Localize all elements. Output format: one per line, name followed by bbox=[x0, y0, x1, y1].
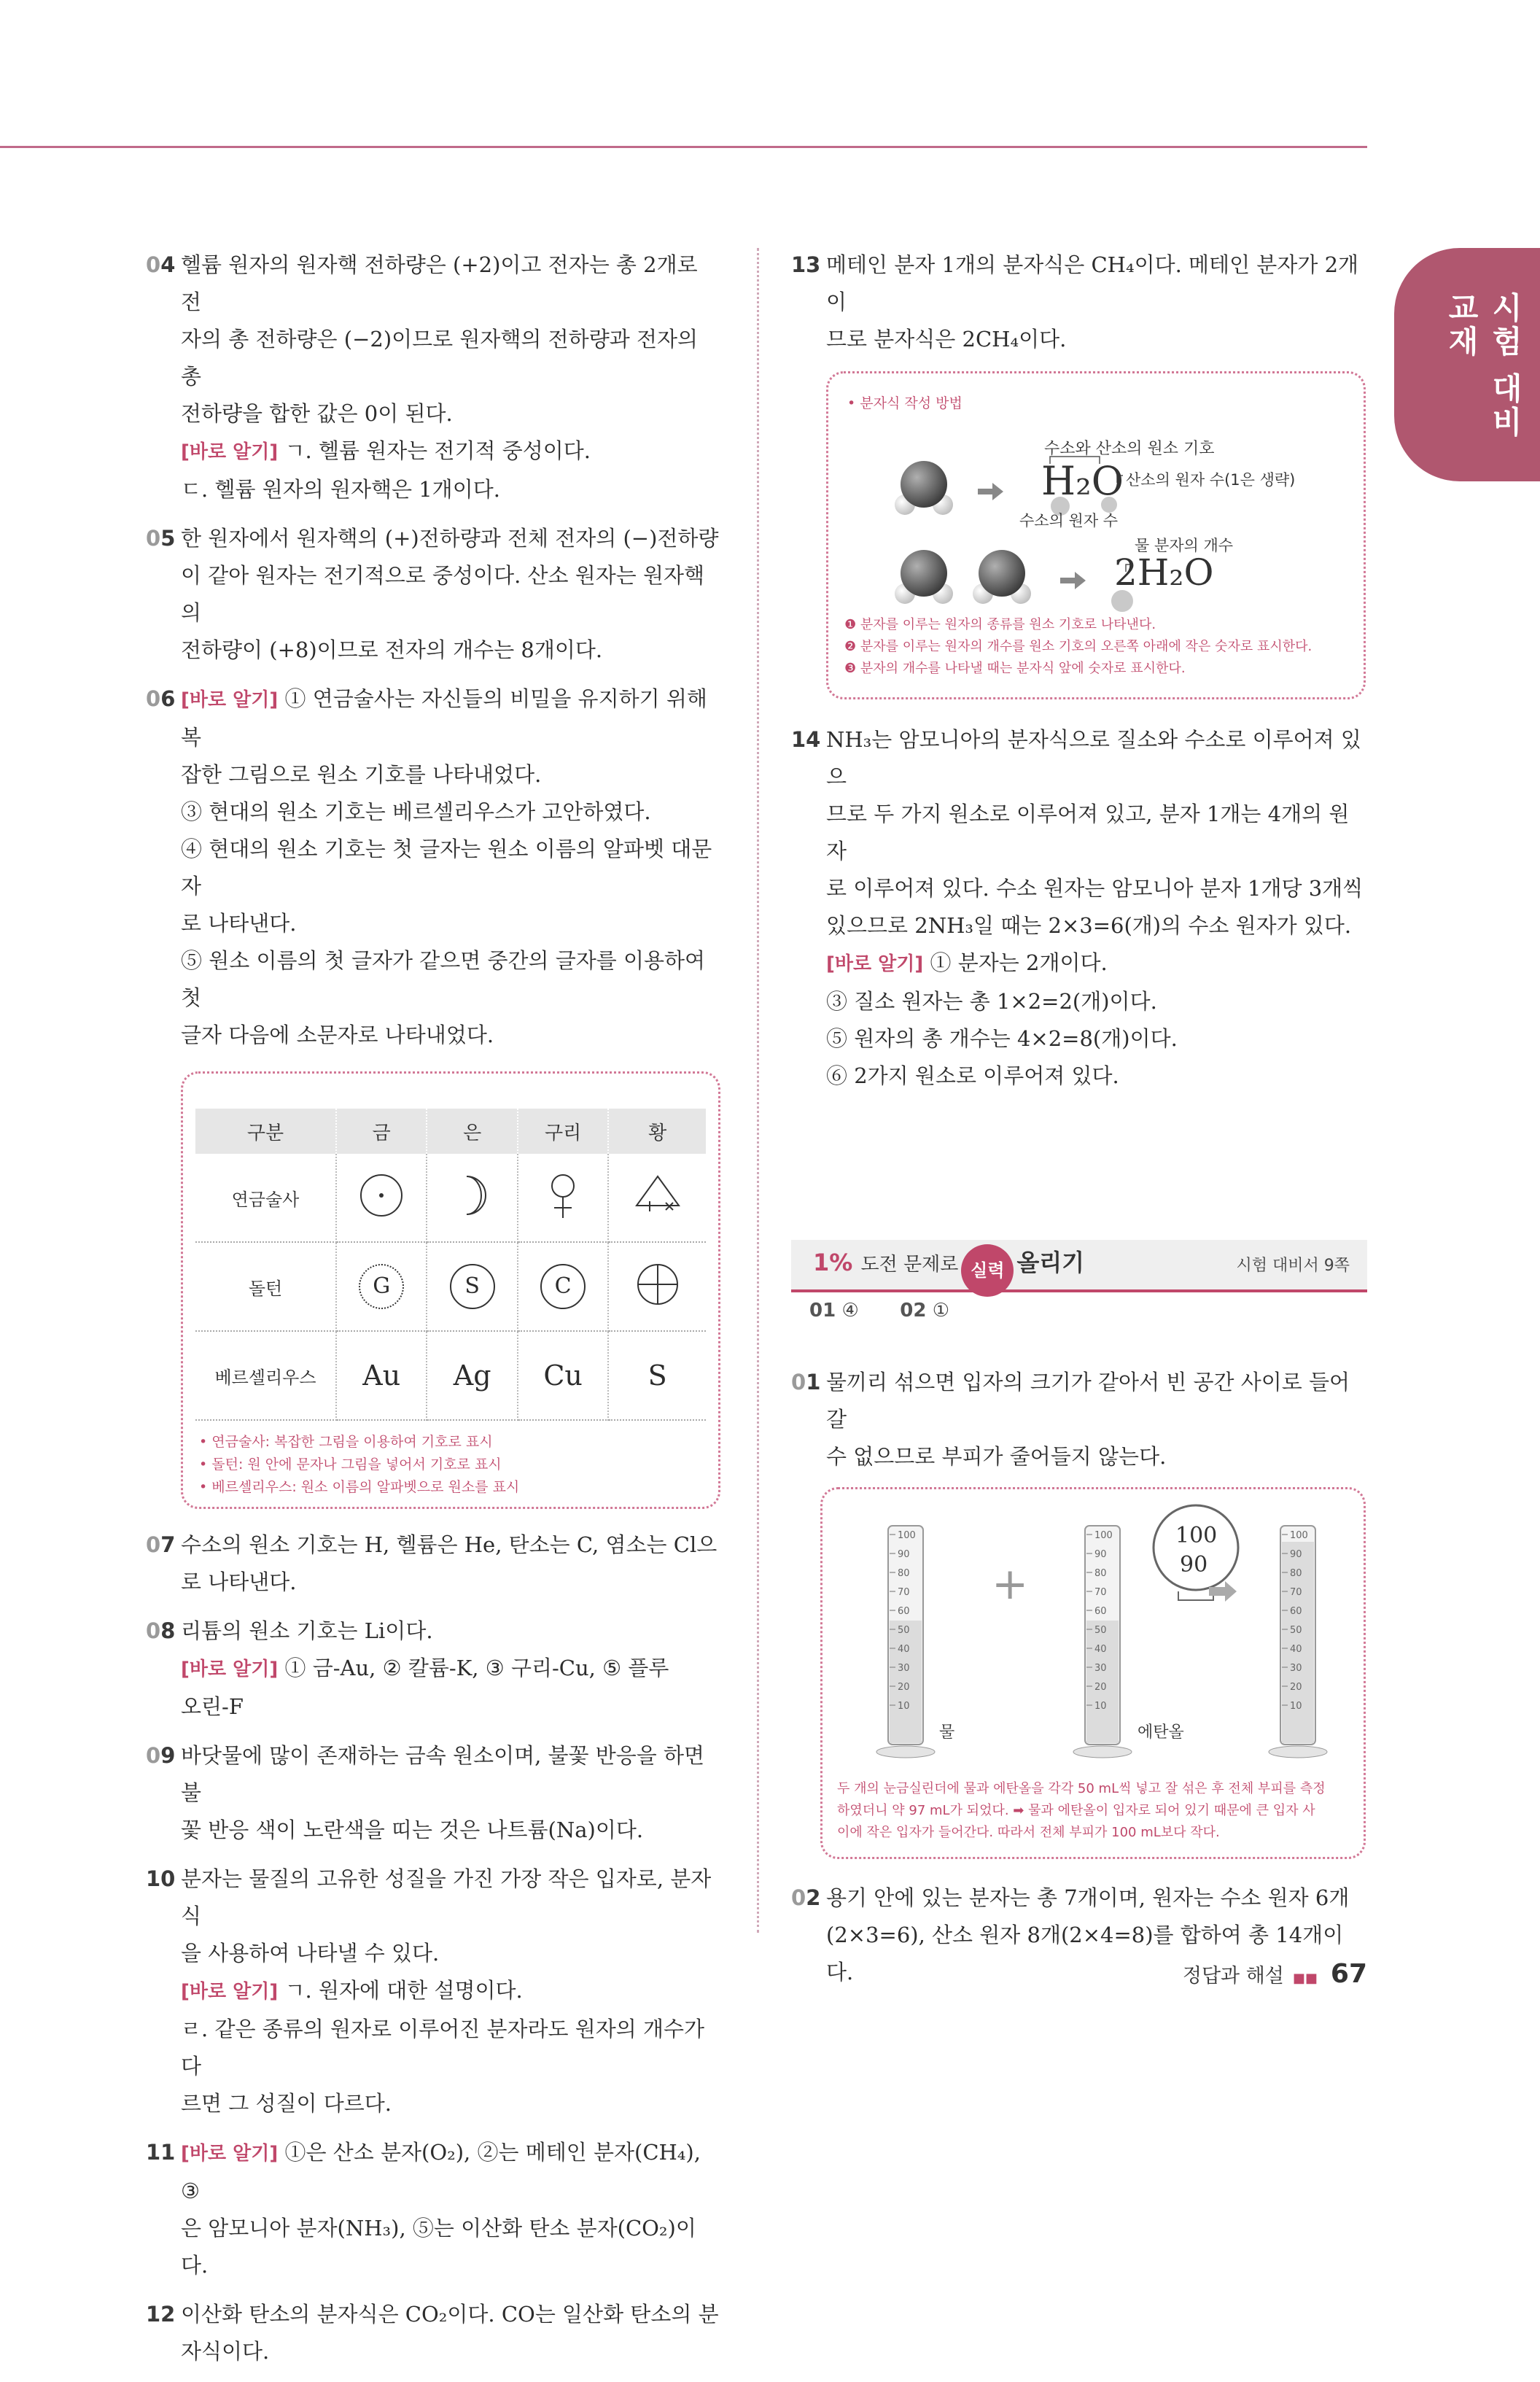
item-number: 13 bbox=[791, 252, 821, 277]
tick-label: 20 bbox=[1290, 1682, 1302, 1693]
tick-label: 100 bbox=[1094, 1530, 1113, 1541]
alchemy-copper-symbol bbox=[518, 1154, 608, 1242]
text-line: 수소의 원소 기호는 H, 헬륨은 He, 탄소는 C, 염소는 Cl으 bbox=[181, 1532, 718, 1557]
left-column bbox=[146, 247, 722, 2382]
text-line: 자의 총 전하량은 (−2)이므로 원자핵의 전하량과 전자의 총 bbox=[181, 327, 698, 389]
tick-label: 70 bbox=[898, 1587, 910, 1598]
section-tab bbox=[1394, 248, 1540, 481]
step-line: ❶ 분자를 이루는 원자의 종류를 원소 기호로 나타낸다. bbox=[844, 617, 1156, 632]
tick-label: 70 bbox=[1290, 1587, 1302, 1598]
text-line: 잡한 그림으로 원소 기호를 나타내었다. bbox=[181, 762, 542, 787]
box-heading: • 분자식 작성 방법 bbox=[847, 395, 962, 411]
cylinder-mixed bbox=[1269, 1526, 1327, 1758]
tick-label: 60 bbox=[1094, 1606, 1107, 1617]
alchemy-sulfur-symbol bbox=[608, 1154, 706, 1242]
plus-sign: + bbox=[992, 1559, 1029, 1610]
water-molecule bbox=[895, 550, 953, 604]
step-line: ❸ 분자의 개수를 나타낼 때는 분자식 앞에 숫자로 표시한다. bbox=[844, 661, 1186, 676]
text-line: ⑤ 원소 이름의 첫 글자가 같으면 중간의 글자를 이용하여 첫 bbox=[181, 948, 706, 1010]
correction-tag: [바로 알기] bbox=[181, 441, 279, 463]
tick-label: 50 bbox=[1094, 1625, 1107, 1636]
correction-line: [바로 알기] ① 분자는 2개이다. bbox=[826, 950, 1108, 975]
challenge-section-header bbox=[791, 1240, 1367, 1292]
text-line: 이 같아 원자는 전기적으로 중성이다. 산소 원자는 원자핵의 bbox=[181, 563, 705, 625]
challenge-answers: 01 ④ 02 ① bbox=[809, 1300, 950, 1322]
table-row bbox=[195, 1331, 706, 1420]
answer-13 bbox=[791, 247, 1367, 358]
answer-07 bbox=[146, 1526, 722, 1601]
text-line: 자식이다. bbox=[181, 2339, 270, 2364]
text-line: 은 암모니아 분자(NH₃), ⑤는 이산화 탄소 분자(CO₂)이다. bbox=[181, 2216, 696, 2278]
item-number: 08 bbox=[146, 1618, 176, 1643]
correction-line: [바로 알기] ㄱ. 헬륨 원자는 전기적 중성이다. bbox=[181, 438, 591, 463]
tick-label: 100 bbox=[1290, 1530, 1308, 1541]
answer-04 bbox=[146, 247, 722, 508]
tick-label: 20 bbox=[898, 1682, 910, 1693]
text-line: 분자는 물질의 고유한 성질을 가진 가장 작은 입자로, 분자식 bbox=[181, 1866, 712, 1928]
experiment-caption bbox=[837, 1778, 1326, 1844]
correction-tag: [바로 알기] bbox=[181, 1981, 279, 2003]
formula-method-box bbox=[826, 371, 1366, 699]
answer-12 bbox=[146, 2296, 722, 2370]
footer-squares: ■■ bbox=[1292, 1971, 1318, 1986]
item-number: 14 bbox=[791, 727, 821, 752]
text-line: 전하량이 (+8)이므로 전자의 개수는 8개이다. bbox=[181, 637, 603, 662]
formula-h2o: H₂O bbox=[1041, 458, 1124, 504]
page-number: 67 bbox=[1330, 1959, 1367, 1989]
tick-label: 40 bbox=[898, 1644, 910, 1655]
row-label: 돌턴 bbox=[195, 1242, 336, 1331]
text-line: 로 나타낸다. bbox=[181, 1570, 297, 1594]
cylinder-water bbox=[876, 1526, 935, 1758]
item-number: 01 bbox=[791, 1370, 821, 1394]
text-line: 물끼리 섞으면 입자의 크기가 같아서 빈 공간 사이로 들어갈 bbox=[826, 1370, 1350, 1432]
tick-label: 10 bbox=[898, 1701, 910, 1712]
table-cell: Ag bbox=[427, 1331, 517, 1420]
tick-label: 30 bbox=[1094, 1663, 1107, 1674]
tick-label: 80 bbox=[1290, 1568, 1302, 1579]
text-line: 있으므로 2NH₃일 때는 2×3=6(개)의 수소 원자가 있다. bbox=[826, 913, 1352, 938]
tick-label: 90 bbox=[1094, 1549, 1107, 1560]
arrow-icon bbox=[978, 483, 1003, 500]
cylinder-diagram bbox=[822, 1497, 1368, 1774]
answer-09 bbox=[146, 1737, 722, 1849]
right-column bbox=[791, 247, 1367, 1106]
arrow-icon bbox=[1060, 572, 1086, 589]
text-line: 을 사용하여 나타낼 수 있다. bbox=[181, 1941, 440, 1966]
item-number: 05 bbox=[146, 526, 176, 551]
column-divider bbox=[757, 248, 759, 1933]
label-symbols: 수소와 산소의 원소 기호 bbox=[1044, 440, 1215, 458]
item-number: 10 bbox=[146, 1866, 176, 1891]
tick-label: 60 bbox=[1290, 1606, 1302, 1617]
tick-label: 80 bbox=[1094, 1568, 1107, 1579]
text-line: [바로 알기] ① 연금술사는 자신들의 비밀을 유지하기 위해 복 bbox=[181, 686, 707, 750]
text-line: ⑥ 2가지 원소로 이루어져 있다. bbox=[826, 1063, 1119, 1088]
text-line: 수 없으므로 부피가 줄어들지 않는다. bbox=[826, 1444, 1167, 1469]
dalton-copper-symbol: C bbox=[518, 1242, 608, 1331]
label-ethanol: 에탄올 bbox=[1138, 1723, 1184, 1742]
correction-tag: [바로 알기] bbox=[826, 953, 924, 975]
footer-label: 정답과 해설 bbox=[1182, 1965, 1284, 1987]
table-notes bbox=[199, 1431, 718, 1499]
right-column-lower bbox=[791, 1364, 1367, 2003]
tick-label: 50 bbox=[898, 1625, 910, 1636]
challenge-reference: 시험 대비서 9쪽 bbox=[1236, 1257, 1350, 1275]
table-header: 은 bbox=[427, 1109, 517, 1154]
tick-label: 70 bbox=[1094, 1587, 1107, 1598]
text-line: 므로 두 가지 원소로 이루어져 있고, 분자 1개는 4개의 원자 bbox=[826, 802, 1350, 864]
cylinder-ethanol bbox=[1073, 1526, 1132, 1758]
text-line: 메테인 분자 1개의 분자식은 CH₄이다. 메테인 분자가 2개이 bbox=[826, 252, 1359, 314]
text-line: 르면 그 성질이 다르다. bbox=[181, 2091, 392, 2116]
text-line: 전하량을 합한 값은 0이 된다. bbox=[181, 401, 453, 426]
tick-label: 80 bbox=[898, 1568, 910, 1579]
table-header-row bbox=[195, 1109, 706, 1154]
item-number: 11 bbox=[146, 2140, 176, 2165]
tick-label: 50 bbox=[1290, 1625, 1302, 1636]
element-symbol-box bbox=[181, 1071, 720, 1509]
text-line: (2×3=6), 산소 원자 8개(2×4=8)를 합하여 총 14개이다. bbox=[826, 1923, 1344, 1985]
table-row bbox=[195, 1242, 706, 1331]
row-label: 베르셀리우스 bbox=[195, 1331, 336, 1420]
answer-06 bbox=[146, 680, 722, 1054]
table-row bbox=[195, 1154, 706, 1242]
correction-tag: [바로 알기] bbox=[181, 1659, 279, 1680]
caption-line: 두 개의 눈금실린더에 물과 에탄올을 각각 50 mL씩 넣고 잘 섞은 후 전체 부피를 측정 bbox=[837, 1781, 1326, 1796]
correction-line: [바로 알기] ① 금-Au, ② 칼륨-K, ③ 구리-Cu, ⑤ 플루 bbox=[181, 1656, 669, 1680]
challenge-answer-01 bbox=[791, 1364, 1367, 1475]
item-number: 02 bbox=[791, 1885, 821, 1910]
dalton-gold-symbol: G bbox=[336, 1242, 427, 1331]
table-header: 구리 bbox=[518, 1109, 608, 1154]
text-line: 리튬의 원소 기호는 Li이다. bbox=[181, 1618, 433, 1643]
dalton-silver-symbol: S bbox=[427, 1242, 517, 1331]
text-line: ③ 현대의 원소 기호는 베르셀리우스가 고안하였다. bbox=[181, 799, 651, 824]
alchemy-gold-symbol bbox=[336, 1154, 427, 1242]
note-line: • 돌턴: 원 안에 문자나 그림을 넣어서 기호로 표시 bbox=[199, 1456, 502, 1473]
text-line: NH₃는 암모니아의 분자식으로 질소와 수소로 이루어져 있으 bbox=[826, 727, 1361, 789]
text-line: ㄹ. 같은 종류의 원자로 이루어진 분자라도 원자의 개수가 다 bbox=[181, 2017, 705, 2079]
table-cell: Au bbox=[336, 1331, 427, 1420]
answer-10 bbox=[146, 1861, 722, 2122]
item-number: 07 bbox=[146, 1532, 176, 1557]
tick-label: 10 bbox=[1290, 1701, 1302, 1712]
text-line: 헬륨 원자의 원자핵 전하량은 (+2)이고 전자는 총 2개로 전 bbox=[181, 252, 698, 314]
label-mol-count: 물 분자의 개수 bbox=[1135, 537, 1234, 554]
row-label: 연금술사 bbox=[195, 1154, 336, 1242]
tick-label: 10 bbox=[1094, 1701, 1107, 1712]
text-line: ⑤ 원자의 총 개수는 4×2=8(개)이다. bbox=[826, 1026, 1178, 1051]
text-line: 꽃 반응 색이 노란색을 띠는 것은 나트륨(Na)이다. bbox=[181, 1817, 644, 1842]
tick-label: 30 bbox=[1290, 1663, 1302, 1674]
tick-label: 100 bbox=[898, 1530, 916, 1541]
tick-label: 90 bbox=[898, 1549, 910, 1560]
text-line: 로 나타낸다. bbox=[181, 911, 297, 936]
cylinder-experiment-box bbox=[820, 1487, 1366, 1859]
note-line: • 연금술사: 복잡한 그림을 이용하여 기호로 표시 bbox=[199, 1434, 493, 1450]
text-line: 용기 안에 있는 분자는 총 7개이며, 원자는 수소 원자 6개 bbox=[826, 1885, 1350, 1910]
alchemy-silver-symbol bbox=[427, 1154, 517, 1242]
text-line: 므로 분자식은 2CH₄이다. bbox=[826, 327, 1067, 352]
tick-label: 40 bbox=[1290, 1644, 1302, 1655]
table-header: 구분 bbox=[195, 1109, 336, 1154]
text-line: 오린-F bbox=[181, 1694, 244, 1719]
water-molecule bbox=[895, 461, 953, 515]
caption-line: 하였더니 약 97 mL가 되었다. ➡ 물과 에탄올이 입자로 되어 있기 때문에 큰 입자 사 bbox=[837, 1803, 1315, 1818]
text-line: 바닷물에 많이 존재하는 금속 원소이며, 불꽃 반응을 하면 불 bbox=[181, 1743, 705, 1805]
tick-label: 20 bbox=[1094, 1682, 1107, 1693]
text-line: 한 원자에서 원자핵의 (+)전하량과 전체 전자의 (−)전하량 bbox=[181, 526, 719, 551]
label-water: 물 bbox=[939, 1723, 955, 1742]
challenge-title: 1% 도전 문제로 실력 올리기 bbox=[813, 1244, 1084, 1297]
table-cell: Cu bbox=[518, 1331, 608, 1420]
formula-steps bbox=[844, 614, 1312, 680]
text-line: ㄷ. 헬륨 원자의 원자핵은 1개이다. bbox=[181, 477, 500, 502]
item-number: 09 bbox=[146, 1743, 176, 1768]
answer-05 bbox=[146, 520, 722, 669]
correction-tag: [바로 알기] bbox=[181, 689, 279, 711]
item-number: 12 bbox=[146, 2302, 176, 2327]
item-number: 06 bbox=[146, 686, 176, 711]
table-cell: S bbox=[608, 1331, 706, 1420]
label-o-count: 산소의 원자 수(1은 생략) bbox=[1126, 471, 1296, 489]
text-line: ④ 현대의 원소 기호는 첫 글자는 원소 이름의 알파벳 대문자 bbox=[181, 837, 712, 899]
page-footer bbox=[1183, 1959, 1367, 1989]
tick-label: 40 bbox=[1094, 1644, 1107, 1655]
caption-line: 이에 작은 입자가 들어간다. 따라서 전체 부피가 100 mL보다 작다. bbox=[837, 1825, 1220, 1840]
text-line: ③ 질소 원자는 총 1×2=2(개)이다. bbox=[826, 989, 1157, 1014]
formula-2h2o: 2H₂O bbox=[1114, 551, 1214, 594]
water-molecule bbox=[973, 550, 1031, 604]
text-line: 로 이루어져 있다. 수소 원자는 암모니아 분자 1개당 3개씩 bbox=[826, 876, 1364, 901]
text-line: 이산화 탄소의 분자식은 CO₂이다. CO는 일산화 탄소의 분 bbox=[181, 2302, 719, 2327]
tick-label: 60 bbox=[898, 1606, 910, 1617]
section-tab-label: 시험 대비 교재 bbox=[1444, 292, 1523, 440]
step-line: ❷ 분자를 이루는 원자의 개수를 원소 기호의 오른쪽 아래에 작은 숫자로 표시한다. bbox=[844, 639, 1312, 654]
item-number: 04 bbox=[146, 252, 176, 277]
table-header: 황 bbox=[608, 1109, 706, 1154]
tick-label: 30 bbox=[898, 1663, 910, 1674]
tick-label: 90 bbox=[1290, 1549, 1302, 1560]
correction-line: [바로 알기] ㄱ. 원자에 대한 설명이다. bbox=[181, 1978, 523, 2003]
note-line: • 베르셀리우스: 원소 이름의 알파벳으로 원소를 표시 bbox=[199, 1479, 520, 1495]
zoom-top-value: 100 bbox=[1175, 1523, 1218, 1548]
label-h-count: 수소의 원자 수 bbox=[1019, 512, 1119, 529]
table-header: 금 bbox=[336, 1109, 427, 1154]
text-line: [바로 알기] ①은 산소 분자(O₂), ②는 메테인 분자(CH₄), ③ bbox=[181, 2140, 701, 2203]
dalton-sulfur-symbol bbox=[608, 1242, 706, 1331]
zoom-bottom-value: 90 bbox=[1180, 1552, 1208, 1578]
answer-14 bbox=[791, 721, 1367, 1095]
correction-tag: [바로 알기] bbox=[181, 2143, 279, 2165]
skill-badge: 실력 bbox=[961, 1244, 1014, 1297]
element-symbol-table bbox=[195, 1109, 706, 1421]
header-rule bbox=[0, 146, 1367, 148]
answer-08 bbox=[146, 1613, 722, 1726]
answer-11 bbox=[146, 2134, 722, 2284]
text-line: 글자 다음에 소문자로 나타내었다. bbox=[181, 1023, 494, 1047]
